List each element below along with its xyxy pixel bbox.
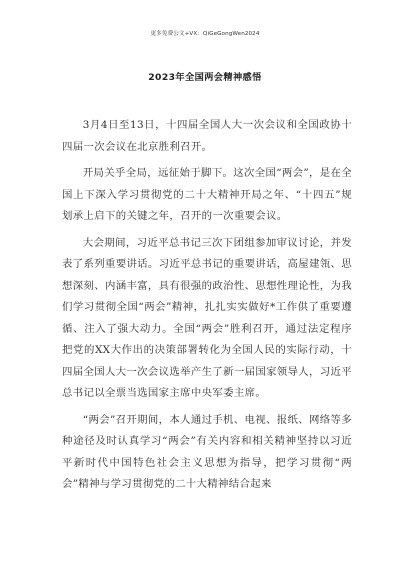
paragraph-1: 3月4日至13日，十四届全国人大一次会议和全国政协十四届一次会议在北京胜利召开。	[62, 119, 352, 153]
paragraph-3: 大会期间，习近平总书记三次下团组参加审议讨论，并发表了系列重要讲话。习近平总书记的重要讲话，高屋建瓴、思想深刻、内涵丰富，具有很强的政治性、思想性理论性，为我们学习贯彻全国“两会”精神，扎扎实实做好*工作供了重要遵循、注入了强大动力。全国“两会”胜利召开，通过法定程序把党的XX大作出的决策部署转化为全国人民的实际行动，十四届全国人大一次会议选举产生了新一届国家领导人，习近平总书记以全票当选国家主席中央军委主席。	[62, 236, 352, 399]
header-note: 更多免费公文+VX：QiGeGongWen2024	[150, 31, 260, 37]
document-title: 2023年全国两会精神感悟	[148, 72, 262, 83]
paragraph-2: 开局关乎全局，远征始于脚下。这次全国“两会”，是在全国上下深入学习贯彻党的二十大精神开局之年、“十四五”规划承上启下的关键之年，召开的一次重要会议。	[62, 167, 352, 222]
document-body	[62, 115, 352, 501]
paragraph-4: “两会”召开期间，本人通过手机、电视、报纸、网络等多种途径及时认真学习“两会”有关内容和相关精神坚持以习近平新时代中国特色社会主义思想为指导，把学习贯彻“两会”精神与学习贯彻党的二十大精神结合起来	[62, 413, 352, 490]
